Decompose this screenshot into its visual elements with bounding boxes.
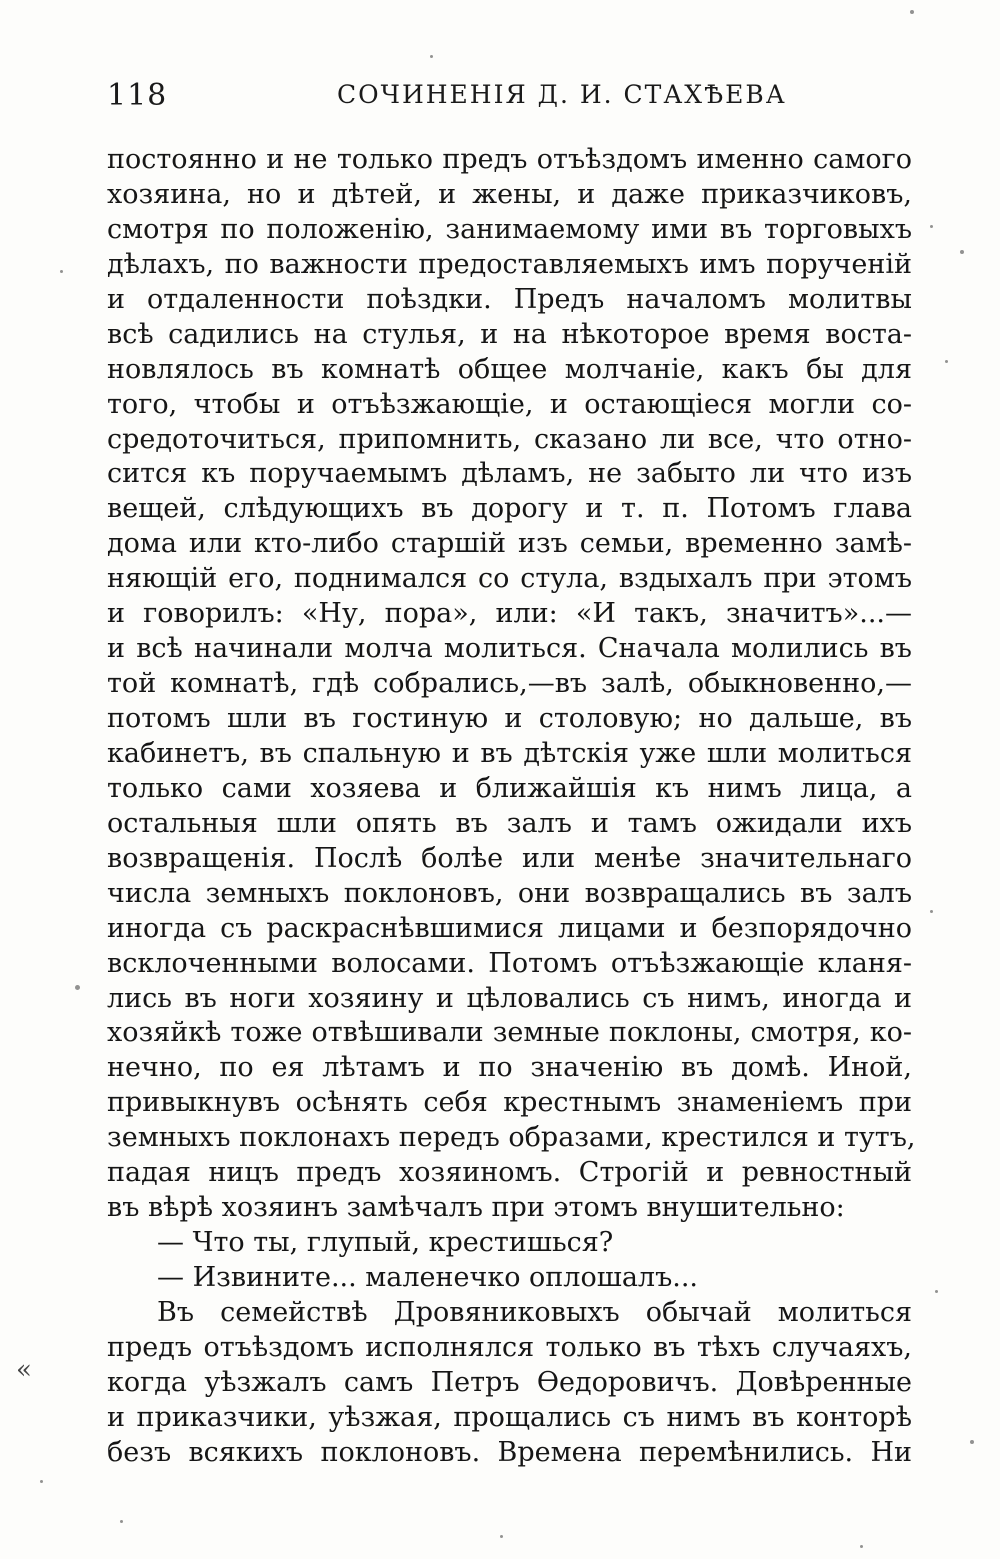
text-line: вещей, слѣдующихъ въ дорогу и т. п. Потомъ глава <box>107 493 912 525</box>
text-line: хозяйкѣ тоже отвѣшивали земные поклоны, смотря, ко- <box>107 1017 912 1049</box>
text-line: числа земныхъ поклоновъ, они возвращались въ залъ <box>107 877 912 909</box>
text-line: той комнатѣ, гдѣ собрались,—въ залѣ, обыкновенно,— <box>107 668 912 700</box>
running-title: СОЧИНЕНІЯ Д. И. СТАХѢЕВА <box>337 80 787 109</box>
dialogue-line: — Извините... маленечко оплошалъ... <box>157 1262 698 1293</box>
text-line: и всѣ начинали молча молиться. Сначала молились въ <box>107 633 912 665</box>
text-line: новлялось въ комнатѣ общее молчаніе, какъ бы для <box>107 353 912 385</box>
text-line: потомъ шли въ гостиную и столовую; но дальше, въ <box>107 703 912 734</box>
print-speck <box>930 225 933 228</box>
text-line: нечно, по ея лѣтамъ и по значенію въ домѣ. Иной, <box>107 1052 912 1084</box>
dialogue-line: — Что ты, глупый, крестишься? <box>157 1227 614 1259</box>
text-line: падая ницъ предъ хозяиномъ. Строгій и ревностный <box>107 1157 912 1189</box>
print-speck <box>75 985 80 990</box>
print-speck <box>120 1520 123 1523</box>
page-number: 118 <box>107 78 168 113</box>
text-line: кабинетъ, въ спальную и въ дѣтскія уже шли молиться <box>107 737 912 769</box>
text-line: только сами хозяева и ближайшія къ нимъ лица, а <box>107 772 912 804</box>
print-speck <box>970 1440 974 1444</box>
text-line: земныхъ поклонахъ передъ образами, крестился и тутъ, <box>107 1122 916 1154</box>
print-speck <box>60 270 63 273</box>
text-line: и приказчики, уѣзжая, прощались съ нимъ въ конторѣ <box>107 1401 912 1433</box>
text-line: хозяина, но и дѣтей, и жены, и даже приказчиковъ, <box>107 178 912 210</box>
text-line: смотря по положенію, занимаемому ими въ торговыхъ <box>107 213 912 245</box>
text-line: и говорилъ: «Ну, пора», или: «И такъ, значитъ»...— <box>107 598 912 630</box>
text-line: дѣлахъ, по важности предоставляемыхъ имъ порученій <box>107 248 912 280</box>
text-line: иногда съ раскраснѣвшимися лицами и безпорядочно <box>107 912 912 944</box>
text-line: сится къ поручаемымъ дѣламъ, не забыто ли что изъ <box>107 458 912 490</box>
text-line: постоянно и не только предъ отъѣздомъ именно самого <box>107 144 912 175</box>
text-line: остальныя шли опять въ залъ и тамъ ожидали ихъ <box>107 807 912 839</box>
print-speck <box>860 1545 863 1548</box>
text-line: и отдаленности поѣздки. Предъ началомъ молитвы <box>107 283 912 315</box>
print-speck <box>500 1535 503 1538</box>
text-line: няющій его, поднимался со стула, вздыхалъ при этомъ <box>107 563 912 595</box>
text-line: когда уѣзжалъ самъ Петръ Ѳедоровичъ. Довѣренные <box>107 1366 912 1398</box>
print-speck <box>40 1480 43 1483</box>
text-line: средоточиться, припомнить, сказано ли все, что отно- <box>107 423 912 455</box>
text-line: въ вѣрѣ хозяинъ замѣчалъ при этомъ внушительно: <box>107 1192 845 1224</box>
body-text <box>107 143 916 1471</box>
text-line: лись въ ноги хозяину и цѣловались съ нимъ, иногда и <box>107 982 912 1014</box>
print-speck <box>960 250 964 254</box>
text-line: дома или кто-либо старшій изъ семьи, временно замѣ- <box>107 528 912 560</box>
text-line: всѣ садились на стулья, и на нѣкоторое время воста- <box>107 318 912 350</box>
print-speck <box>945 360 948 363</box>
text-line: привыкнувъ осѣнять себя крестнымъ знаменіемъ при <box>107 1087 912 1119</box>
margin-mark: « <box>16 1355 32 1385</box>
print-speck <box>930 910 933 913</box>
text-line: безъ всякихъ поклоновъ. Времена перемѣнились. Ни <box>107 1436 912 1468</box>
print-speck <box>430 55 433 58</box>
text-line: возвращенія. Послѣ болѣе или менѣе значительнаго <box>107 842 912 874</box>
text-line: всклоченными волосами. Потомъ отъѣзжающіе кланя- <box>107 947 912 979</box>
print-speck <box>910 10 914 14</box>
paragraph-start-line: Въ семействѣ Дровяниковыхъ обычай молиться <box>157 1296 912 1328</box>
text-line: того, чтобы и отъѣзжающіе, и остающіеся могли со- <box>107 388 912 420</box>
print-speck <box>935 1290 938 1293</box>
text-line: предъ отъѣздомъ исполнялся только въ тѣхъ случаяхъ, <box>107 1331 912 1363</box>
running-header <box>107 78 907 118</box>
